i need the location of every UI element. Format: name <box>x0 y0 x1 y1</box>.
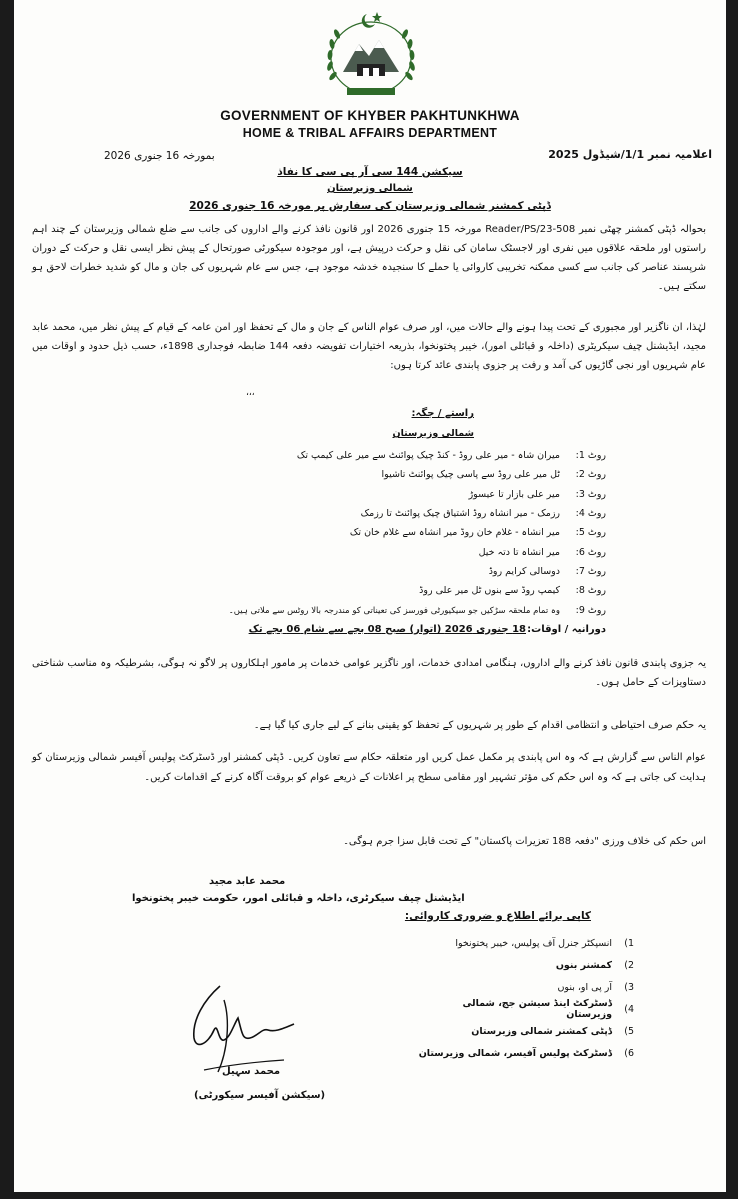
route-label: روٹ 9: <box>575 604 606 616</box>
route-label: روٹ 6: <box>575 546 606 558</box>
notification-number: اعلامیہ نمبر 1/1/شیڈول 2025 <box>548 148 712 161</box>
section-officer-title: (سیکشن آفیسر سیکورٹی) <box>194 1090 326 1101</box>
signatory-title: ایڈیشنل چیف سیکرٹری، داخلہ و قبائلی امور، حکومت خیبر پختونخوا <box>132 893 465 904</box>
copy-to-heading: کاپی برائے اطلاع و ضروری کاروائی: <box>404 910 591 922</box>
copy-recipient: ڈسٹرکٹ اینڈ سیشن جج، شمالی وزیرستان <box>462 998 612 1020</box>
paragraph-exemption: یہ جزوی پابندی قانون نافذ کرنے والے اداروں، ہنگامی امدادی خدمات، اور ناگزیر عوامی خدمات پر مامور اہلکاروں پر لاگو نہ ہوگی، بشرطیکہ وہ مناسب شناختی دستاویزات کے حامل ہوں۔ <box>32 658 706 688</box>
route-label: روٹ 1: <box>575 450 606 462</box>
route-item <box>186 485 606 504</box>
copy-number: 2) <box>624 959 634 971</box>
copy-number: 5) <box>624 1025 634 1037</box>
copy-recipient: ڈپٹی کمشنر شمالی وزیرستان <box>471 1025 612 1037</box>
route-item <box>186 465 606 484</box>
subject-text-1: سیکشن 144 سی آر پی سی کا نفاذ <box>277 166 463 178</box>
route-description: میر علی بازار تا عیسوڑ <box>468 488 560 500</box>
subject-line-1 <box>14 166 726 178</box>
route-label: روٹ 7: <box>575 565 606 577</box>
notification-date: بمورخہ 16 جنوری 2026 <box>104 150 215 162</box>
paragraph-purpose: یہ حکم صرف احتیاطی و انتظامی اقدام کے طور پر شہریوں کے تحفظ کو یقینی بنانے کے لیے جاری کیا گیا ہے۔ <box>253 720 706 731</box>
copy-item <box>414 954 634 976</box>
copy-number: 6) <box>624 1047 634 1059</box>
copy-recipient: کمشنر بنوں <box>555 959 612 971</box>
copy-item <box>414 932 634 954</box>
route-item <box>186 562 606 581</box>
subject-line-2 <box>14 183 726 194</box>
route-description: ٹل میر علی روڈ سے پاسی چیک پوائنٹ تاشیوا <box>381 469 560 481</box>
paragraph-penalty: اس حکم کی خلاف ورزی "دفعہ 188 تعزیرات پاکستان" کے تحت قابل سزا جرم ہوگی۔ <box>343 836 706 847</box>
copy-to-list <box>414 932 634 1064</box>
paragraph-order: لہٰذا، ان ناگزیر اور مجبوری کے تحت پیدا ہونے والے حالات میں، اور صرف عوام الناس کے جان و مال کے تحفظ اور امن عامہ کے قیام کے پیش نظر میں، محمد عابد مجید، ایڈیشنل چیف سیکریٹری (داخلہ و قبائلی امور)، خیبر پختونخوا، بذریعہ اختیارات تفویضہ دفعہ 144 ضابطہ فوجداری 1898ء، حسب ذیل حدود و اوقات میں عام شہریوں اور نجی گاڑیوں کی آمد و رفت پر جزوی پابندی عائد کرتا ہوں: <box>32 322 706 371</box>
subject-line-3 <box>14 200 726 212</box>
copy-number: 1) <box>624 937 634 949</box>
timing-row <box>249 624 606 635</box>
route-label: روٹ 8: <box>575 585 606 597</box>
route-description: دوسالی کرایم روڈ <box>488 565 560 577</box>
kp-government-emblem <box>317 6 425 102</box>
route-item <box>186 542 606 561</box>
handwritten-signature <box>184 980 304 1080</box>
route-item <box>186 446 606 465</box>
route-item <box>186 581 606 600</box>
subject-text-3: ڈپٹی کمشنر شمالی وزیرستان کی سفارش پر مورخہ 16 جنوری 2026 <box>189 200 551 212</box>
government-heading: GOVERNMENT OF KHYBER PAKHTUNKHWA <box>220 108 520 123</box>
copy-recipient: ڈسٹرکٹ پولیس آفیسر، شمالی وزیرستان <box>418 1047 612 1059</box>
route-label: روٹ 4: <box>575 508 606 520</box>
routes-district: شمالی وزیرستان <box>392 428 474 439</box>
copy-number: 4) <box>624 1003 634 1015</box>
copy-item <box>414 976 634 998</box>
route-item <box>186 504 606 523</box>
route-description: میر انشاہ - غلام خان روڈ میر انشاہ سے غلام خان تک <box>349 527 560 539</box>
copy-number: 3) <box>624 981 634 993</box>
route-item <box>186 523 606 542</box>
copy-item <box>414 998 634 1020</box>
route-description: کیمپ روڈ سے بنوں ٹل میر علی روڈ <box>419 585 560 597</box>
section-officer-name: محمد سہیل <box>222 1066 281 1077</box>
timing-label: دورانیہ / اوقات: <box>527 624 606 635</box>
route-label: روٹ 3: <box>575 488 606 500</box>
paragraph-reference: بحوالہ ڈپٹی کمشنر چھٹی نمبر Reader/PS/23-508 مورخہ 15 جنوری 2026 اور قانون نافذ کرنے والے اداروں کی جانب سے ضلع شمالی وزیرستان کے چند اہم راستوں اور ملحقہ علاقوں میں نفری اور لاجسٹک سامان کی نقل و حرکت درپیش ہے، اور موجودہ سیکورٹی صورتحال کے پیش نظر ایسی نقل و حرکت کے دوران شرپسند عناصر کی جانب سے کسی ممکنہ تخریبی کاروائی یا حملے کا سنجیدہ خدشہ موجود ہے، جس سے عام شہریوں کی جان و مال کو شدید خطرات لاحق ہو سکتے ہیں۔ <box>32 224 706 292</box>
stray-mark: ،،، <box>246 388 255 398</box>
timing-value: 18 جنوری 2026 (اتوار) صبح 08 بجے سے شام 06 بجے تک <box>248 624 526 635</box>
route-description: وہ تمام ملحقہ سڑکیں جو سیکیورٹی فورسز کی تعیناتی کو مندرجہ بالا روٹس سے ملاتی ہیں۔ <box>228 605 560 616</box>
signatory-name: محمد عابد مجید <box>209 876 286 887</box>
routes-heading: راستے / جگہ: <box>411 408 474 419</box>
route-item <box>186 600 606 619</box>
route-label: روٹ 2: <box>575 469 606 481</box>
department-heading: HOME & TRIBAL AFFAIRS DEPARTMENT <box>242 126 498 140</box>
document-page <box>14 0 726 1192</box>
copy-item <box>414 1020 634 1042</box>
route-label: روٹ 5: <box>575 527 606 539</box>
copy-recipient: انسپکٹر جنرل آف پولیس، خیبر پختونخوا <box>455 937 612 949</box>
route-description: میران شاہ - میر علی روڈ - کنڈ چیک پوائنٹ سے میر علی کیمپ تک <box>296 450 560 462</box>
subject-text-2: شمالی وزیرستان <box>327 183 413 194</box>
paragraph-instructions: عوام الناس سے گزارش ہے کہ وہ اس پابندی پر مکمل عمل کریں اور متعلقہ حکام سے تعاون کریں۔ ڈپٹی کمشنر اور ڈسٹرکٹ پولیس آفیسر شمالی وزیرستان کو ہدایت کی جاتی ہے کہ وہ اس حکم کی مؤثر تشہیر اور مقامی سطح پر اعلانات کے ذریعے عوام کو بروقت آگاہ کرنے کے اقدامات کریں۔ <box>32 752 706 783</box>
routes-list <box>186 446 606 620</box>
copy-recipient: آر پی او، بنوں <box>557 981 612 993</box>
route-description: رزمک - میر انشاہ روڈ اشتیاق چیک پوائنٹ تا رزمک <box>360 508 560 520</box>
route-description: میر انشاہ تا دتہ خیل <box>478 546 560 558</box>
copy-item <box>414 1042 634 1064</box>
